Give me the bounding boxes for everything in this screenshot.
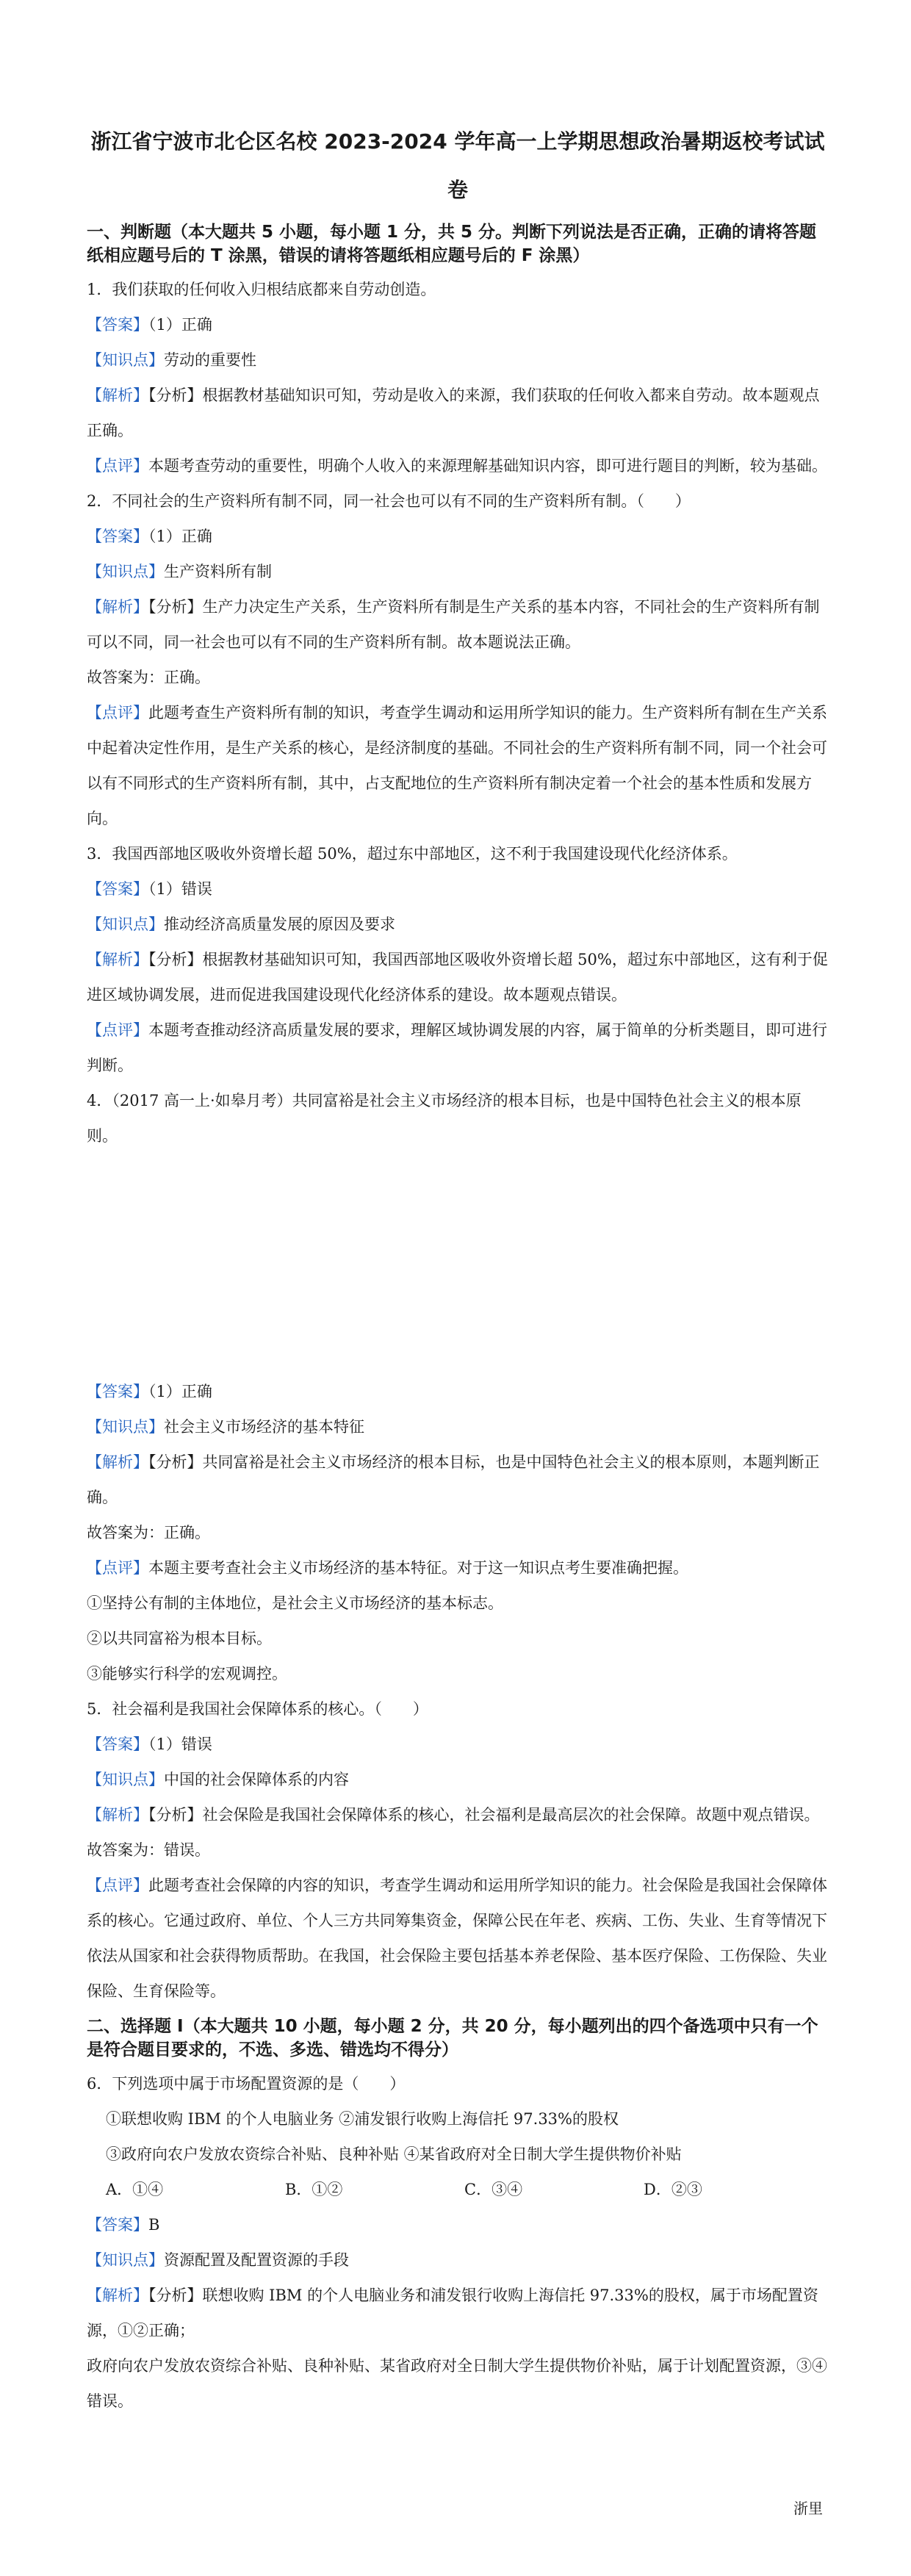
question-1-comment: 【点评】本题考查劳动的重要性，明确个人收入的来源理解基础知识内容，即可进行题目的判断，较为基础。: [87, 457, 827, 475]
question-5-analysis: 【解析】【分析】社会保险是我国社会保障体系的核心，社会福利是最高层次的社会保障。故题中观点错误。: [87, 1806, 820, 1824]
question-5-stem: 5．社会福利是我国社会保障体系的核心。（ ）: [87, 1700, 428, 1718]
question-2-answer: 【答案】（1）正确: [87, 528, 212, 545]
question-5-answer: 【答案】（1）错误: [87, 1735, 212, 1753]
document-content: [87, 118, 829, 2419]
exam-title: [87, 118, 829, 215]
question-2-conclusion: 故答案为：正确。: [87, 669, 210, 686]
question-1-point: 【知识点】劳动的重要性: [87, 351, 256, 369]
question-4-list-item: ③能够实行科学的宏观调控。: [87, 1665, 287, 1683]
question-4-conclusion: 故答案为：正确。: [87, 1524, 210, 1541]
question-4-analysis: 【解析】【分析】共同富裕是社会主义市场经济的根本目标，也是中国特色社会主义的根本原则，本题判断正确。: [87, 1453, 820, 1506]
page-footer: 浙里: [793, 2500, 823, 2517]
question-3-comment: 【点评】本题考查推动经济高质量发展的要求，理解区域协调发展的内容，属于简单的分析类题目，即可进行判断。: [87, 1021, 827, 1074]
question-3-point: 【知识点】推动经济高质量发展的原因及要求: [87, 915, 395, 933]
question-1-stem: 1．我们获取的任何收入归根结底都来自劳动创造。: [87, 281, 436, 298]
question-6-analysis: 【解析】【分析】联想收购 IBM 的个人电脑业务和浦发银行收购上海信托 97.33%的股权，属于市场配置资源，①②正确；: [87, 2287, 818, 2339]
question-4-stem: 4．（2017 高一上·如皋月考）共同富裕是社会主义市场经济的根本目标，也是中国特色社会主义的根本原则。: [87, 1092, 802, 1145]
question-5-comment: 【点评】此题考查社会保障的内容的知识，考查学生调动和运用所学知识的能力。社会保险是我国社会保障体系的核心。它通过政府、单位、个人三方共同筹集资金，保障公民在年老、疾病、工伤、失业、生育等情况下依法从国家和社会获得物质帮助。在我国，社会保险主要包括基本养老保险、基本医疗保险、工伤保险、失业保险、生育保险等。: [87, 1877, 827, 2000]
question-6-analysis-continued: 政府向农户发放农资综合补贴、良种补贴、某省政府对全日制大学生提供物价补贴，属于计划配置资源，③④错误。: [87, 2357, 827, 2410]
question-6-answer: 【答案】B: [87, 2216, 160, 2234]
question-2-comment: 【点评】此题考查生产资料所有制的知识，考查学生调动和运用所学知识的能力。生产资料所有制在生产关系中起着决定性作用，是生产关系的核心，是经济制度的基础。不同社会的生产资料所有制不同，同一个社会可以有不同形式的生产资料所有制，其中，占支配地位的生产资料所有制决定着一个社会的基本性质和发展方向。: [87, 704, 827, 827]
question-1-answer: 【答案】（1）正确: [87, 316, 212, 334]
question-2-point: 【知识点】生产资料所有制: [87, 563, 272, 580]
question-5-point: 【知识点】中国的社会保障体系的内容: [87, 1771, 349, 1788]
choice-b: B．①②: [285, 2181, 343, 2198]
exam-title-line-1: 浙江省宁波市北仑区名校 2023-2024 学年高一上学期思想政治暑期返校考试试: [90, 129, 825, 154]
choice-a: A．①④: [106, 2181, 164, 2198]
question-6-choices: [87, 2172, 829, 2207]
question-4-list-item: ②以共同富裕为根本目标。: [87, 1630, 272, 1647]
question-6-point: 【知识点】资源配置及配置资源的手段: [87, 2251, 349, 2269]
section-heading-true-false: 一、判断题（本大题共 5 小题，每小题 1 分，共 5 分。判断下列说法是否正确，正确的请将答题纸相应题号后的 T 涂黑，错误的请将答题纸相应题号后的 F 涂黑）: [87, 223, 817, 265]
exam-title-line-2: 卷: [447, 178, 468, 202]
choice-c: C．③④: [464, 2181, 523, 2198]
section-heading-multiple-choice: 二、选择题 I（本大题共 10 小题，每小题 2 分，共 20 分，每小题列出的四个备选项中只有一个是符合题目要求的，不选、多选、错选均不得分）: [87, 2017, 818, 2059]
answer-blank-space: [87, 1154, 829, 1374]
question-4-list-item: ①坚持公有制的主体地位，是社会主义市场经济的基本标志。: [87, 1594, 503, 1612]
question-3-analysis: 【解析】【分析】根据教材基础知识可知，我国西部地区吸收外资增长超 50%，超过东中部地区，这有利于促进区域协调发展，进而促进我国建设现代化经济体系的建设。故本题观点错误。: [87, 951, 828, 1004]
question-2-stem: 2．不同社会的生产资料所有制不同，同一社会也可以有不同的生产资料所有制。（ ）: [87, 492, 691, 510]
choice-d: D．②③: [644, 2181, 702, 2198]
question-6-options-line-1: ①联想收购 IBM 的个人电脑业务 ②浦发银行收购上海信托 97.33%的股权: [106, 2110, 619, 2128]
question-4-answer: 【答案】（1）正确: [87, 1383, 212, 1400]
question-1-analysis: 【解析】【分析】根据教材基础知识可知，劳动是收入的来源，我们获取的任何收入都来自劳动。故本题观点正确。: [87, 386, 820, 439]
question-3-answer: 【答案】（1）错误: [87, 880, 212, 898]
question-2-analysis: 【解析】【分析】生产力决定生产关系，生产资料所有制是生产关系的基本内容，不同社会的生产资料所有制可以不同，同一社会也可以有不同的生产资料所有制。故本题说法正确。: [87, 598, 820, 651]
question-3-stem: 3．我国西部地区吸收外资增长超 50%，超过东中部地区，这不利于我国建设现代化经济体系。: [87, 845, 738, 863]
question-6-stem: 6．下列选项中属于市场配置资源的是（ ）: [87, 2075, 406, 2093]
question-4-comment: 【点评】本题主要考查社会主义市场经济的基本特征。对于这一知识点考生要准确把握。: [87, 1559, 688, 1577]
question-6-options-line-2: ③政府向农户发放农资综合补贴、良种补贴 ④某省政府对全日制大学生提供物价补贴: [106, 2145, 682, 2163]
question-5-conclusion: 故答案为：错误。: [87, 1841, 210, 1859]
question-4-point: 【知识点】社会主义市场经济的基本特征: [87, 1418, 364, 1436]
